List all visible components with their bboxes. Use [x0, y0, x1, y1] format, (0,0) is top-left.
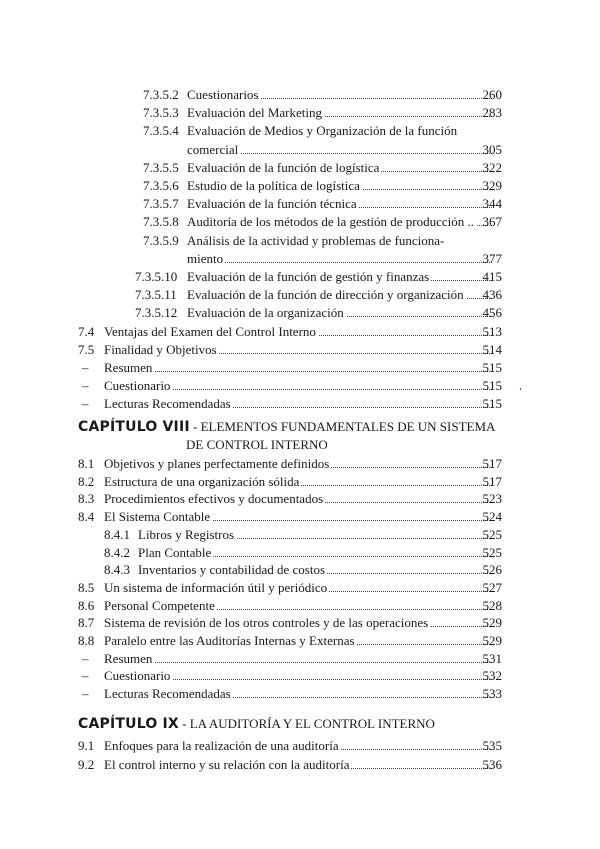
chapter-8-title-line2: DE CONTROL INTERNO	[186, 437, 328, 452]
toc-entry	[0, 455, 600, 472]
entry-page-number: 529	[482, 615, 502, 631]
entry-page-number: 344	[482, 196, 502, 212]
toc-entry	[0, 195, 600, 212]
entry-title: comercial	[187, 141, 239, 157]
entry-number: –	[82, 686, 89, 702]
toc-entry	[0, 395, 600, 412]
toc-entry	[0, 490, 600, 507]
entry-number: –	[82, 650, 89, 666]
entry-title: Evaluación de la función de logística	[187, 159, 380, 175]
entry-title: Evaluación del Marketing	[187, 105, 323, 121]
entry-number: 7.3.5.7	[143, 196, 179, 212]
entry-title: Personal Competente	[104, 597, 215, 613]
entry-page-number: 513	[482, 323, 502, 339]
entry-number: 7.3.5.9	[143, 232, 179, 248]
entry-title: El Sistema Contable	[104, 509, 211, 525]
entry-number: 8.4	[78, 509, 95, 525]
entry-title: Lecturas Recomendadas	[104, 686, 231, 702]
toc-entry	[0, 377, 600, 394]
entry-number: 7.3.5.11	[135, 287, 177, 303]
entry-page-number: 523	[482, 491, 502, 507]
entry-title: Finalidad y Objetivos	[104, 341, 217, 357]
toc-entry	[0, 561, 600, 578]
entry-title: Evaluación de la organización	[187, 305, 344, 321]
entry-number: 8.1	[78, 456, 95, 471]
entry-title: Ventajas del Examen del Control Interno	[104, 323, 316, 339]
toc-entry	[0, 632, 600, 649]
toc-entry	[0, 141, 600, 158]
entry-title: Resumen	[104, 650, 153, 666]
stray-mark: ‘	[519, 386, 522, 396]
toc-entry	[0, 650, 600, 667]
chapter-9-title-line1: - LA AUDITORÍA Y EL CONTROL INTERNO	[182, 716, 435, 731]
entry-page-number: 515	[482, 360, 502, 375]
entry-title: Evaluación de la función de gestión y finanzas	[187, 269, 430, 284]
toc-entry	[0, 526, 600, 543]
entry-number: 7.3.5.6	[143, 178, 179, 193]
toc-entry	[0, 323, 600, 340]
entry-page-number: 532	[482, 668, 502, 684]
toc-entry	[0, 213, 600, 230]
toc-entry	[0, 737, 600, 754]
entry-title: Procedimientos efectivos y documentados	[104, 491, 324, 507]
entry-page-number: 436	[482, 287, 502, 303]
entry-number: 9.2	[78, 756, 95, 772]
entry-page-number: 329	[482, 178, 502, 193]
entry-page-number: 517	[482, 456, 502, 471]
toc-entry	[0, 86, 600, 103]
entry-title: Estructura de una organización sólida	[104, 473, 300, 489]
chapter-8-heading	[78, 418, 495, 436]
entry-title: Estudio de la política de logística	[187, 178, 360, 193]
entry-title: Cuestionario	[104, 668, 171, 684]
entry-number: 8.4.1	[104, 526, 130, 542]
entry-number: –	[82, 668, 89, 684]
entry-number: 8.3	[78, 491, 95, 507]
entry-page-number: 515	[482, 396, 502, 412]
entry-title: Resumen	[104, 360, 153, 375]
entry-title: Sistema de revisión de los otros controles y de las operaciones	[104, 615, 429, 631]
entry-number: 8.6	[78, 597, 95, 613]
entry-title: Objetivos y planes perfectamente definidos	[104, 456, 330, 471]
entry-page-number: 415	[482, 269, 502, 284]
entry-page-number: 515	[482, 378, 502, 394]
entry-page-number: 529	[482, 633, 502, 648]
leader-dots	[187, 262, 492, 263]
toc-entry	[0, 614, 600, 631]
entry-title: Paralelo entre las Auditorías Internas y Externas	[104, 633, 355, 648]
entry-number: 8.4.2	[104, 544, 130, 560]
chapter-8-title-line1: - ELEMENTOS FUNDAMENTALES DE UN SISTEMA	[193, 419, 496, 434]
toc-entry	[0, 232, 600, 249]
toc-entry	[0, 159, 600, 176]
entry-number: –	[82, 360, 89, 375]
toc-entry	[0, 359, 600, 376]
entry-number: 7.5	[78, 341, 95, 357]
entry-title: Cuestionarios	[187, 87, 259, 102]
toc-entry	[0, 268, 600, 285]
entry-number: 8.8	[78, 633, 95, 648]
toc-entry	[0, 286, 600, 303]
entry-title: Evaluación de Medios y Organización de la función	[187, 123, 458, 139]
toc-entry	[0, 473, 600, 490]
leader-dots	[104, 371, 492, 372]
entry-page-number: 533	[482, 686, 502, 702]
chapter-9-label: CAPÍTULO IX	[78, 716, 179, 732]
entry-page-number: 456	[482, 305, 502, 321]
entry-title: Lecturas Recomendadas	[104, 396, 231, 412]
entry-page-number: 322	[482, 159, 502, 175]
entry-number: 7.4	[78, 323, 95, 339]
entry-page-number: 377	[482, 250, 502, 266]
entry-number: 7.3.5.5	[143, 159, 179, 175]
entry-title: Cuestionario	[104, 378, 171, 394]
entry-page-number: 535	[482, 738, 502, 753]
entry-title: Análisis de la actividad y problemas de funciona-	[187, 232, 445, 248]
entry-title: Enfoques para la realización de una auditoría	[104, 738, 339, 753]
entry-title: Evaluación de la función técnica	[187, 196, 357, 212]
toc-entry	[0, 104, 600, 121]
toc-entry	[0, 250, 600, 267]
entry-number: 9.1	[78, 738, 95, 753]
entry-title: Auditoría de los métodos de la gestión de producción ..	[187, 214, 475, 230]
entry-page-number: 517	[482, 473, 502, 489]
entry-number: 7.3.5.8	[143, 214, 179, 230]
toc-entry	[0, 597, 600, 614]
entry-number: 8.7	[78, 615, 95, 631]
entry-number: 7.3.5.12	[135, 305, 178, 321]
entry-number: 8.4.3	[104, 562, 130, 578]
leader-dots	[104, 662, 492, 663]
toc-entry	[0, 122, 600, 139]
entry-number: –	[82, 378, 89, 394]
entry-title: miento	[187, 250, 224, 266]
entry-page-number: 526	[482, 562, 502, 578]
entry-page-number: 305	[482, 141, 502, 157]
entry-page-number: 528	[482, 597, 502, 613]
toc-entry	[0, 508, 600, 525]
toc-entry	[0, 756, 600, 773]
chapter-9-heading	[78, 715, 435, 733]
entry-page-number: 367	[482, 214, 502, 230]
entry-page-number: 525	[482, 544, 502, 560]
entry-page-number: 527	[482, 579, 502, 595]
toc-entry	[0, 667, 600, 684]
entry-page-number: 514	[482, 341, 502, 357]
entry-number: 8.2	[78, 473, 95, 489]
entry-title: Evaluación de la función de dirección y organización	[187, 287, 464, 303]
entry-page-number: 531	[482, 650, 502, 666]
toc-entry	[0, 304, 600, 321]
toc-entry	[0, 177, 600, 194]
entry-title: Un sistema de información útil y periódico	[104, 579, 328, 595]
entry-title: Plan Contable	[138, 544, 212, 560]
toc-entry	[0, 544, 600, 561]
toc-entry	[0, 685, 600, 702]
toc-entry	[0, 341, 600, 358]
entry-title: El control interno y su relación con la auditoría	[104, 756, 350, 772]
entry-number: 7.3.5.10	[135, 269, 178, 284]
entry-number: 7.3.5.4	[143, 123, 179, 139]
entry-number: –	[82, 396, 89, 412]
entry-page-number: 260	[482, 87, 502, 102]
chapter-8-label: CAPÍTULO VIII	[78, 419, 190, 435]
entry-page-number: 283	[482, 105, 502, 121]
chapter-8-heading-line2	[186, 436, 328, 453]
entry-number: 7.3.5.2	[143, 87, 179, 102]
entry-page-number: 536	[482, 756, 502, 772]
entry-title: Inventarios y contabilidad de costos	[138, 562, 326, 578]
entry-page-number: 525	[482, 526, 502, 542]
entry-title: Libros y Registros	[138, 526, 235, 542]
entry-number: 7.3.5.3	[143, 105, 179, 121]
entry-number: 8.5	[78, 579, 95, 595]
toc-entry	[0, 579, 600, 596]
entry-page-number: 524	[482, 509, 502, 525]
